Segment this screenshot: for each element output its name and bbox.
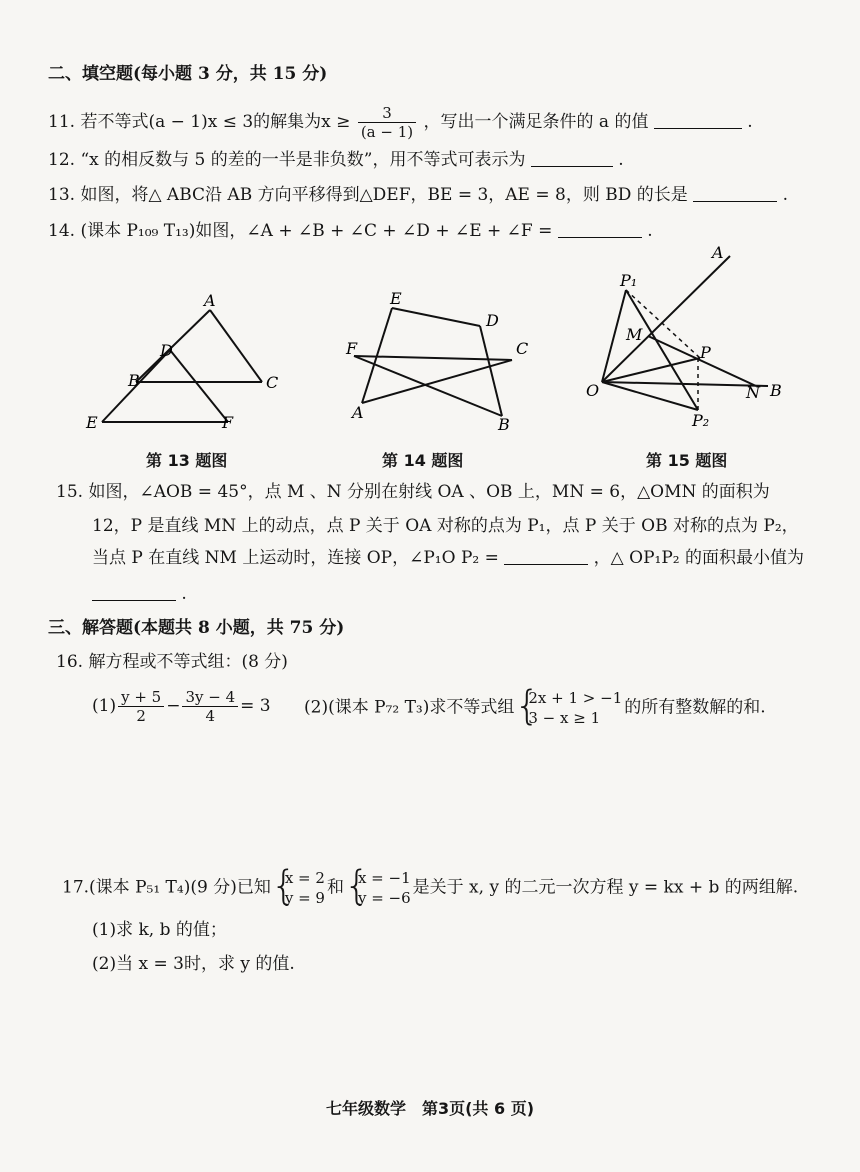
label-e: E bbox=[86, 413, 98, 432]
question-15-line-1 bbox=[56, 480, 770, 504]
question-text: 是关于 x, y 的二元一次方程 y = kx + b 的两组解. bbox=[412, 877, 799, 898]
period: . bbox=[782, 185, 788, 205]
figure-13-diagram bbox=[80, 290, 300, 440]
question-16-part-2 bbox=[304, 683, 766, 729]
period: . bbox=[618, 150, 624, 170]
part-label: (2)(课本 P₇₂ T₃)求不等式组 bbox=[304, 697, 515, 718]
question-17-part-2: (2)当 x = 3时，求 y 的值. bbox=[92, 954, 295, 974]
fraction-numerator: y + 5 bbox=[118, 688, 164, 707]
fraction-denominator: 2 bbox=[136, 707, 146, 725]
system-row: x = 2 bbox=[284, 869, 325, 887]
question-text: “x 的相反数与 5 的差的一半是非负数”，用不等式可表示为 bbox=[80, 150, 526, 170]
question-17 bbox=[62, 863, 799, 909]
answer-blank[interactable] bbox=[693, 183, 777, 202]
question-number: 13. bbox=[48, 185, 76, 205]
label-b: B bbox=[128, 371, 140, 390]
equals-value: = 3 bbox=[240, 696, 271, 716]
question-17-part-1: (1)求 k, b 的值； bbox=[92, 920, 227, 940]
question-text: 的所有整数解的和. bbox=[624, 697, 766, 718]
system-row: 2x + 1 > −1 bbox=[528, 689, 623, 707]
figure-15-diagram bbox=[580, 246, 800, 436]
question-text: 若不等式(a − 1)x ≤ 3的解集为x ≥ bbox=[80, 112, 351, 132]
question-13 bbox=[48, 183, 788, 207]
solution-system-2 bbox=[343, 863, 411, 909]
question-16 bbox=[56, 650, 288, 674]
label-a: A bbox=[204, 291, 216, 310]
fraction-numerator: 3 bbox=[358, 104, 416, 123]
inequality-system bbox=[514, 683, 623, 729]
brace: { bbox=[343, 863, 370, 909]
label-c: C bbox=[516, 339, 529, 358]
figure-15-caption: 第 15 题图 bbox=[646, 451, 728, 470]
answer-blank[interactable] bbox=[531, 148, 613, 167]
question-text: ，△ OP₁P₂ 的面积最小值为 bbox=[593, 548, 804, 568]
system-row: y = −6 bbox=[357, 889, 411, 907]
label-p2: P₂ bbox=[692, 411, 710, 430]
system-row: y = 9 bbox=[284, 889, 325, 907]
answer-blank-area[interactable] bbox=[92, 582, 176, 601]
question-11 bbox=[48, 104, 753, 141]
brace: { bbox=[514, 683, 540, 729]
label-d: D bbox=[486, 311, 499, 330]
question-number: 11. bbox=[48, 112, 76, 132]
question-text: ，写出一个满足条件的 a 的值 bbox=[423, 112, 649, 132]
question-text: 解方程或不等式组：(8 分) bbox=[88, 652, 288, 672]
label-c: C bbox=[266, 373, 279, 392]
label-m: M bbox=[626, 325, 643, 344]
question-14 bbox=[48, 219, 653, 243]
label-a: A bbox=[712, 246, 724, 262]
section-2-heading: 二、填空题(每小题 3 分，共 15 分) bbox=[48, 64, 328, 84]
question-text: (课本 P₅₁ T₄)(9 分)已知 bbox=[89, 877, 271, 898]
question-text: 如图，∠AOB = 45°，点 M 、N 分别在射线 OA 、OB 上，MN = 6，△OMN 的面积为 bbox=[88, 482, 770, 502]
part-label: (1) bbox=[92, 696, 117, 716]
label-p1: P₁ bbox=[620, 271, 638, 290]
question-text: 如图，∠A + ∠B + ∠C + ∠D + ∠E + ∠F = bbox=[195, 221, 553, 241]
figure-14-caption: 第 14 题图 bbox=[382, 451, 464, 470]
textbook-reference: (课本 P₁₀₉ T₁₃) bbox=[80, 221, 196, 241]
question-15-line-3 bbox=[92, 546, 804, 570]
answer-blank-angle[interactable] bbox=[504, 546, 588, 565]
label-n: N bbox=[746, 383, 760, 402]
label-d: D bbox=[160, 341, 173, 360]
connector-text: 和 bbox=[326, 877, 344, 898]
label-b: B bbox=[498, 415, 510, 434]
brace: { bbox=[270, 863, 297, 909]
figure-14-diagram bbox=[340, 288, 540, 438]
system-row: 3 − x ≥ 1 bbox=[528, 709, 601, 727]
label-a: A bbox=[352, 403, 364, 422]
section-3-heading: 三、解答题(本题共 8 小题，共 75 分) bbox=[48, 618, 345, 638]
fraction-1 bbox=[118, 688, 164, 725]
question-text: 如图，将△ ABC沿 AB 方向平移得到△DEF，BE = 3，AE = 8，则 BD 的长是 bbox=[80, 185, 688, 205]
period: . bbox=[181, 584, 187, 604]
answer-blank[interactable] bbox=[558, 219, 642, 238]
label-o: O bbox=[586, 381, 600, 400]
fraction-numerator: 3y − 4 bbox=[182, 688, 238, 707]
period: . bbox=[747, 112, 753, 132]
question-number: 16. bbox=[56, 652, 84, 672]
fraction-denominator: 4 bbox=[205, 707, 216, 725]
figure-13-caption: 第 13 题图 bbox=[146, 451, 228, 470]
system-row: x = −1 bbox=[357, 869, 411, 887]
fraction-denominator: (a − 1) bbox=[360, 123, 414, 141]
solution-system-1 bbox=[270, 863, 325, 909]
answer-blank[interactable] bbox=[654, 110, 742, 129]
question-number: 14. bbox=[48, 221, 76, 241]
label-b: B bbox=[770, 381, 782, 400]
label-f: F bbox=[346, 339, 358, 358]
label-f: F bbox=[222, 413, 234, 432]
fraction-2 bbox=[182, 688, 238, 725]
minus-sign: − bbox=[166, 696, 181, 716]
question-16-part-1 bbox=[92, 688, 271, 725]
question-15-line-2: 12，P 是直线 MN 上的动点，点 P 关于 OA 对称的点为 P₁，点 P 关于 OB 对称的点为 P₂， bbox=[92, 516, 799, 536]
label-p: P bbox=[700, 343, 711, 362]
fraction bbox=[358, 104, 416, 141]
question-number: 17. bbox=[62, 877, 90, 898]
question-15-line-4 bbox=[92, 582, 187, 606]
question-12 bbox=[48, 148, 624, 172]
label-e: E bbox=[390, 289, 402, 308]
question-number: 15. bbox=[56, 482, 84, 502]
page-footer: 七年级数学 第3页(共 6 页) bbox=[325, 1099, 535, 1118]
question-number: 12. bbox=[48, 150, 76, 170]
question-text: 当点 P 在直线 NM 上运动时，连接 OP，∠P₁O P₂ = bbox=[92, 548, 499, 568]
period: . bbox=[647, 221, 653, 241]
